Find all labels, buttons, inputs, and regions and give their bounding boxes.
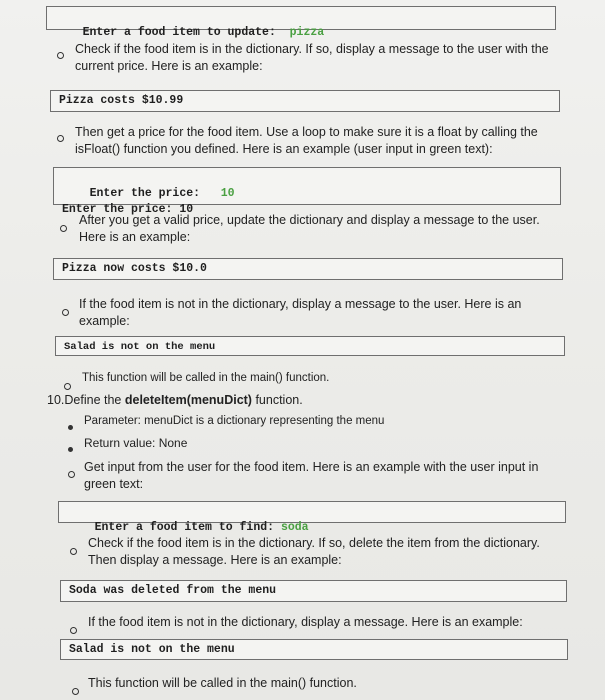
solid-bullet-icon: [68, 440, 73, 457]
user-input-text: 10: [220, 187, 235, 200]
bullet-called-in-main: This function will be called in the main() function.: [82, 372, 330, 384]
hollow-bullet-icon: [70, 543, 77, 560]
code-box-update-prompt: [46, 6, 556, 39]
find-prompt-label: Enter a food item to find:: [94, 521, 275, 534]
code-box-pizza-now: Pizza now costs $10.0: [53, 258, 563, 280]
function-name: deleteItem(menuDict): [124, 393, 252, 407]
hollow-bullet-icon: [57, 47, 64, 64]
hollow-bullet-icon: [57, 130, 64, 147]
bullet-parameter: Parameter: menuDict is a dictionary representing the menu: [84, 415, 385, 427]
bullet-check-dictionary: Check if the food item is in the dictionary. If so, display a message to the user with the current price. Here is an example:: [75, 42, 549, 73]
bullet-called-in-main-2: This function will be called in the main() function.: [88, 676, 357, 690]
user-input-text: pizza: [289, 26, 325, 39]
price-value-text: 10: [179, 203, 194, 216]
code-box-salad-not-on-menu: Salad is not on the menu: [55, 336, 565, 356]
bullet-valid-price: After you get a valid price, update the dictionary and display a message to the user. Here is an example:: [79, 213, 540, 244]
hollow-bullet-icon: [70, 622, 77, 639]
user-input-text: soda: [280, 521, 309, 534]
price-prompt-label: Enter the price:: [89, 187, 201, 200]
code-box-soda-deleted: Soda was deleted from the menu: [60, 580, 567, 602]
item-number: 10.: [47, 393, 65, 407]
bullet-not-in-dictionary-2: If the food item is not in the dictionary, display a message. Here is an example:: [88, 615, 523, 629]
price-prompt-label: Enter the price:: [62, 203, 173, 216]
hollow-bullet-icon: [62, 304, 69, 321]
hollow-bullet-icon: [60, 220, 67, 237]
solid-bullet-icon: [68, 418, 73, 435]
bullet-get-input: Get input from the user for the food item. Here is an example with the user input in green text:: [84, 460, 539, 491]
hollow-bullet-icon: [68, 466, 75, 483]
bullet-get-price: Then get a price for the food item. Use a loop to make sure it is a float by calling the isFloat() function you defined. Here is an example (user input in green text):: [75, 125, 538, 156]
item-prefix: Define the: [64, 393, 125, 407]
code-box-salad-not-on-menu-2: Salad is not on the menu: [60, 639, 568, 660]
prompt-label: Enter a food item to update:: [82, 26, 276, 39]
bullet-return-value: Return value: None: [84, 436, 188, 450]
code-box-enter-price: [53, 167, 561, 216]
numbered-item-define-deleteitem: [47, 392, 567, 409]
bullet-delete-item: Check if the food item is in the dictionary. If so, delete the item from the dictionary. Then display a message. Here is an example:: [88, 536, 540, 567]
item-suffix: function.: [251, 393, 303, 407]
hollow-bullet-icon: [72, 683, 79, 700]
code-box-pizza-costs: Pizza costs $10.99: [50, 90, 560, 112]
bullet-not-in-dictionary: If the food item is not in the dictionary, display a message to the user. Here is an example:: [79, 297, 522, 328]
code-box-find-item: [58, 501, 566, 534]
